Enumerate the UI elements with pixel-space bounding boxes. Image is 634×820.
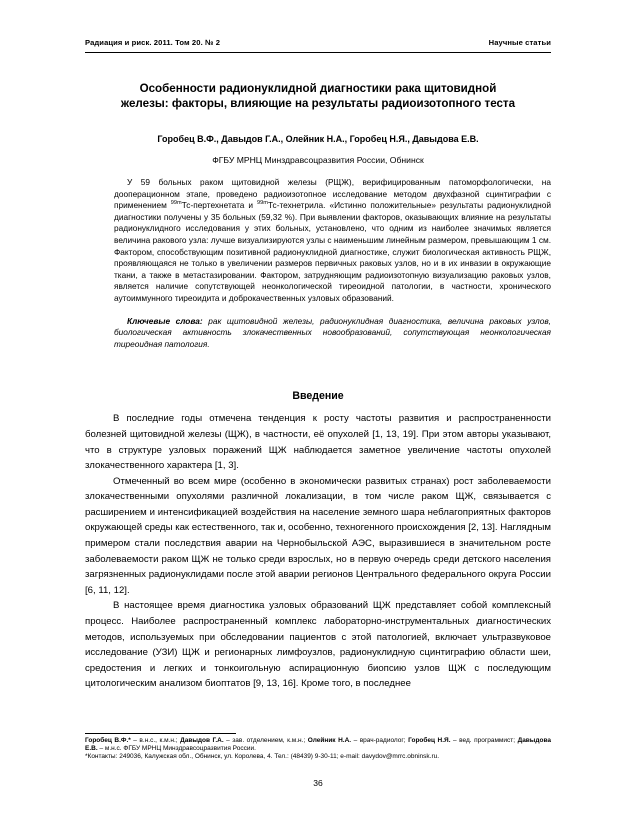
footnote-author-name: Горобец Н.Я. — [408, 737, 451, 744]
keywords-block — [114, 316, 551, 351]
isotope-superscript: 99m — [257, 200, 268, 207]
page-header — [85, 38, 551, 53]
footnote-author-role: – вед. программист; — [450, 737, 518, 744]
authors-line: Горобец В.Ф., Давыдов Г.А., Олейник Н.А., Горобец Н.Я., Давыдова Е.В. — [157, 134, 479, 144]
section-label: Научные статьи — [488, 38, 551, 47]
footnote-author-role: – врач-радиолог; — [351, 737, 409, 744]
page-content — [85, 38, 551, 692]
footnote-author-name: Олейник Н.А. — [307, 737, 352, 744]
section-heading-introduction: Введение — [292, 390, 344, 403]
page-number: 36 — [313, 778, 323, 788]
footnote-contacts: *Контакты: 249036, Калужская обл., Обнинск, ул. Королева, 4. Тел.: (48439) 9-30-11; e-mail: davydov@mrrc.obninsk.ru. — [85, 752, 440, 760]
abstract-part-1: У 59 больных раком щитовидной железы (РЩЖ), верифицированным патоморфологически, на дооперационном этапе, проведено радиоизотопное исследование методом двухфазной сцинтиграфии с применением — [114, 177, 551, 211]
footnote-divider — [85, 733, 236, 734]
footnote-author-name: Горобец В.Ф.* — [85, 737, 131, 744]
footnote-author-name: Давыдова Е.В. — [85, 737, 551, 752]
abstract-part-3: Тс-технетрила. «Истинно положительные» результаты радионуклидной диагностики получены у 35 больных (59,32 %). При выявлении факторов, оказывающих влияние на результаты радионуклидного исследования у этих больных, установлено, что одним из наиболее значимых является величина ракового узла: лучше визуализируются узлы с наименьшим линейным размером, превышающим 1 см. Фактором, способствующим позитивной радионуклидной диагностике, служит биологическая активность РЩЖ, проявляющаяся не только в увеличении размеров первичных раковых узлов, но и в их инвазии в окружающие ткани, а также в метастазировании. Фактором, затрудняющим радиоизотопную визуализацию раковых узлов, является наличие сопутствующей неонкологической тиреоидной патологии, в частности, хронического аутоиммунного тиреоидита и доброкачественных узловых образований. — [114, 200, 551, 303]
footnote-author-name: Давыдов Г.А. — [180, 737, 224, 744]
paragraph: Отмеченный во всем мире (особенно в экономически развитых странах) рост заболеваемости злокачественными опухолями различной локализации, в том числе раком ЩЖ, связывается с расширением и интенсификацией воздействия на население земного шара неблагоприятных факторов окружающей среды как естественного, так и, особенно, техногенного происхождения [2, 13]. Наглядным примером стали последствия аварии на Чернобыльской АЭС, выразившиеся в значительном росте заболеваемости раком ЩЖ не только среди взрослых, но в первую очередь среди детского населения загрязненных радионуклидами после этой аварии регионов Центрального федерального округа России [6, 11, 12]. — [85, 475, 551, 596]
footnote-author-role: – в.н.с., к.м.н.; — [130, 737, 181, 744]
isotope-superscript: 99m — [170, 200, 182, 207]
footnote-authors — [85, 737, 551, 753]
abstract-part-2: Тс-пертехнетата и — [181, 200, 258, 211]
keywords-text: рак щитовидной железы, радионуклидная диагностика, величина раковых узлов, биологическая активность злокачественных новообразований, сопутствующая неонкологическая тиреоидная патология. — [114, 315, 551, 349]
article-title: Особенности радионуклидной диагностики рака щитовидной железы: факторы, влияющие на результаты радиоизотопного теста — [120, 82, 516, 110]
journal-reference: Радиация и риск. 2011. Том 20. № 2 — [85, 38, 221, 47]
paragraph: В настоящее время диагностика узловых образований ЩЖ представляет собой комплексный процесс. Наиболее распространенный комплекс лабораторно-инструментальных диагностических методов, используемых при обследовании пациентов с этой патологией, включает ультразвуковое исследование (УЗИ) ЩЖ и регионарных лимфоузлов, радионуклидную сцинтиграфию области шеи, средостения и легких и тонкоигольную аспирационную биопсию узлов ЩЖ с последующим цитологическим анализом биоптатов [9, 13, 16]. Кроме того, в последнее — [85, 600, 551, 690]
paragraph: В последние годы отмечена тенденция к росту частоты развития и распространенности болезней щитовидной железы (ЩЖ), в частности, её опухолей [1, 13, 19]. При этом авторы указывают, что в структуре узловых поражений ЩЖ наблюдается заметное увеличение частоты опухолей злокачественного характера [1, 3]. — [85, 413, 551, 472]
footnote-author-role: – зав. отделением, к.м.н.; — [223, 737, 308, 744]
footnote-block — [85, 733, 551, 761]
affiliation-line: ФГБУ МРНЦ Минздравсоцразвития России, Обнинск — [212, 155, 424, 165]
footnote-author-role: – м.н.с. ФГБУ МРНЦ Минздравсоцразвития России. — [97, 744, 256, 752]
abstract-text — [114, 177, 551, 305]
keywords-label: Ключевые слова: — [127, 315, 203, 326]
